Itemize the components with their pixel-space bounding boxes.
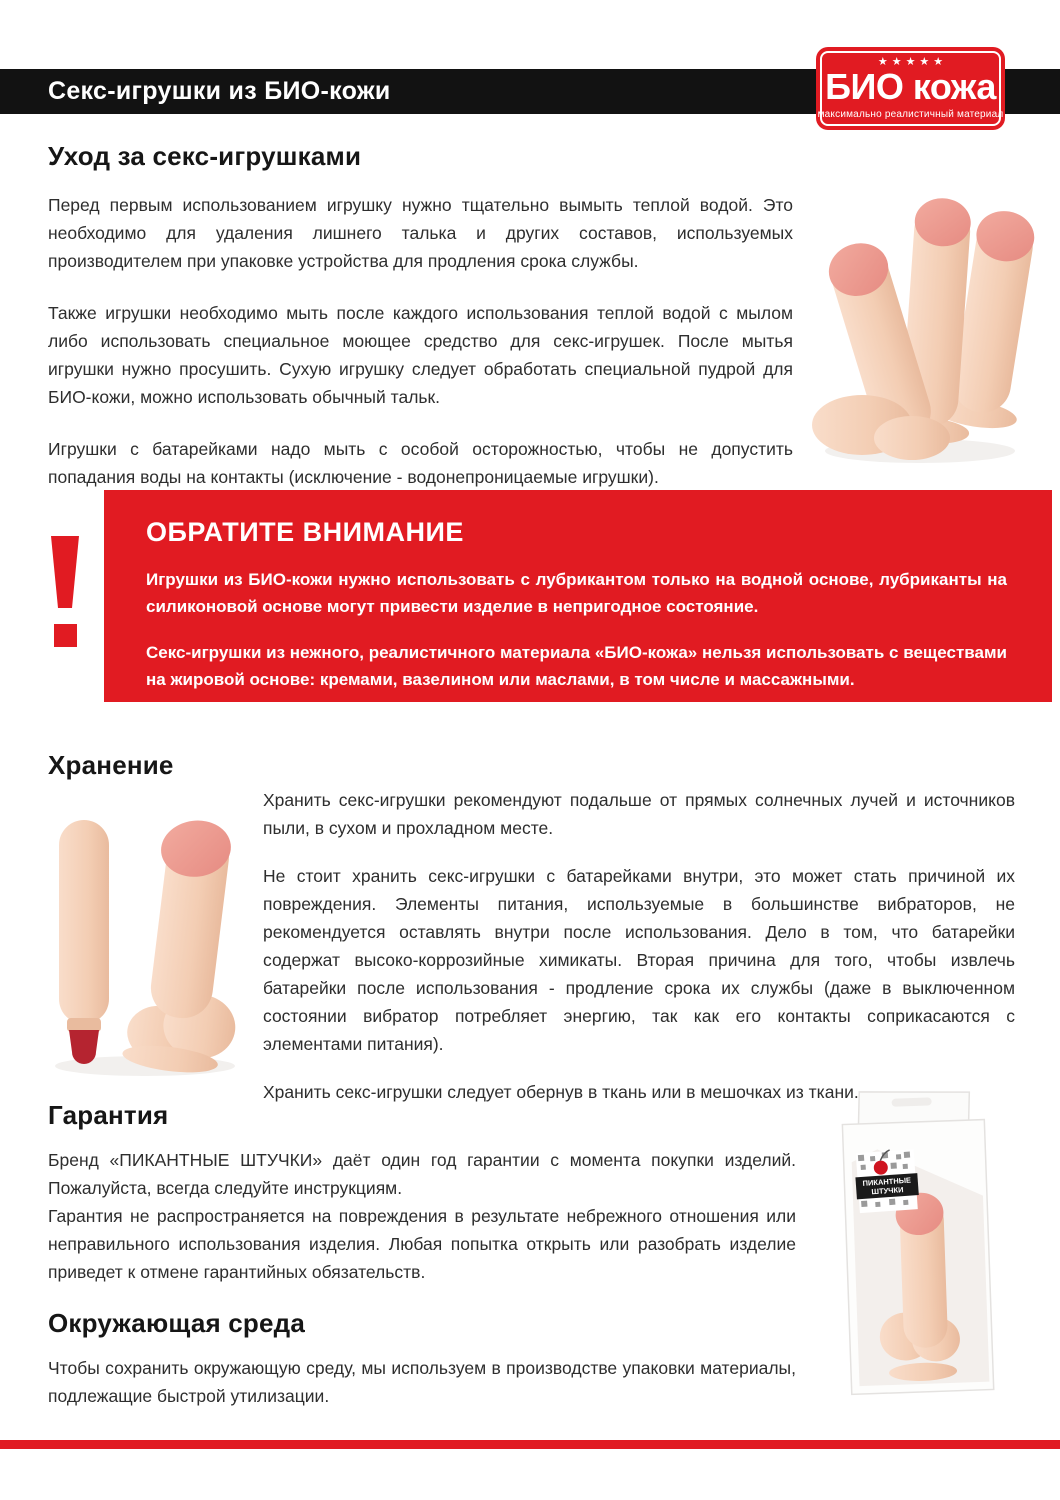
exclamation-icon <box>50 536 80 648</box>
page-title: Секс-игрушки из БИО-кожи <box>48 77 391 105</box>
attention-title: ОБРАТИТЕ ВНИМАНИЕ <box>146 517 464 547</box>
care-paragraph: Игрушки с батарейками надо мыть с особой осторожностью, чтобы не допустить попадания воды на контакты (исключение - водонепроницаемые игрушки). <box>48 439 793 487</box>
warranty-paragraph: Гарантия не распространяется на повреждения в результате небрежного отношения или неправильного использования изделия. Любая попытка открыть или разобрать изделие приведет к отмене гарантийных обязательств. <box>48 1206 796 1282</box>
attention-paragraph: Секс-игрушки из нежного, реалистичного материала «БИО-кожа» нельзя использовать с веществами на жировой основе: кремами, вазелином или маслами, в том числе и массажными. <box>146 643 1007 689</box>
warranty-text-block <box>48 1146 796 1286</box>
care-paragraph: Также игрушки необходимо мыть после каждого использования теплой водой с мылом либо использовать специальное моющее средство для секс-игрушек. После мытья игрушки нужно просушить. Сухую игрушку следует обработать специальной пудрой для БИО-кожи, можно использовать обычный тальк. <box>48 303 793 407</box>
product-photo-box <box>829 1085 1006 1426</box>
warranty-heading: Гарантия <box>48 1100 169 1130</box>
storage-paragraph: Хранить секс-игрушки следует обернув в ткань или в мешочках из ткани. <box>263 1082 859 1102</box>
environment-text-block <box>48 1354 796 1434</box>
box-brand-line1: ПИКАНТНЫЕ <box>862 1175 912 1188</box>
bio-kozha-logo <box>816 47 1005 130</box>
logo-brand-text: БИО кожа <box>825 66 996 108</box>
attention-paragraph: Игрушки из БИО-кожи нужно использовать с лубрикантом только на водной основе, лубриканты на силиконовой основе могут привести изделие в непригодное состояние. <box>146 570 1007 616</box>
logo-stars-icon: ★★★★★ <box>877 56 948 69</box>
care-text-block <box>48 191 793 515</box>
storage-paragraph: Хранить секс-игрушки рекомендуют подальше от прямых солнечных лучей и источников пыли, в сухом и прохладном месте. <box>263 790 1015 838</box>
product-photo-storage <box>45 798 245 1078</box>
footer-accent-bar <box>0 1440 1060 1449</box>
box-brand-line2: ШТУЧКИ <box>871 1185 904 1197</box>
storage-paragraph: Не стоит хранить секс-игрушки с батарейками внутри, это может стать причиной их повреждения. Элементы питания, используемые в большинстве вибраторов, не рекомендуется оставлять внутри после использования. Дело в том, что батарейки содержат высоко-коррозийные химикаты. Вторая причина для того, чтобы извлечь батарейки после использования - продление срока их службы (даже в выключенном состоянии вибратор потребляет энергию, так как его контакты соприкасаются с элементами питания). <box>263 866 1015 1054</box>
logo-tagline: максимально реалистичный материал <box>817 108 1004 120</box>
care-heading: Уход за секс-игрушками <box>48 141 362 171</box>
product-photo-toys <box>800 183 1045 468</box>
care-paragraph: Перед первым использованием игрушку нужно тщательно вымыть теплой водой. Это необходимо для удаления лишнего талька и других составов, используемых производителем при упаковке устройства для продления срока службы. <box>48 195 793 271</box>
environment-paragraph: Чтобы сохранить окружающую среду, мы используем в производстве упаковки материалы, подлежащие быстрой утилизации. <box>48 1358 796 1406</box>
environment-heading: Окружающая среда <box>48 1308 306 1338</box>
attention-box <box>104 490 1052 702</box>
storage-heading: Хранение <box>48 750 174 780</box>
storage-text-block <box>263 786 1015 1126</box>
warranty-paragraph: Бренд «ПИКАНТНЫЕ ШТУЧКИ» даёт один год гарантии с момента покупки изделий. Пожалуйста, всегда следуйте инструкциям. <box>48 1150 796 1198</box>
